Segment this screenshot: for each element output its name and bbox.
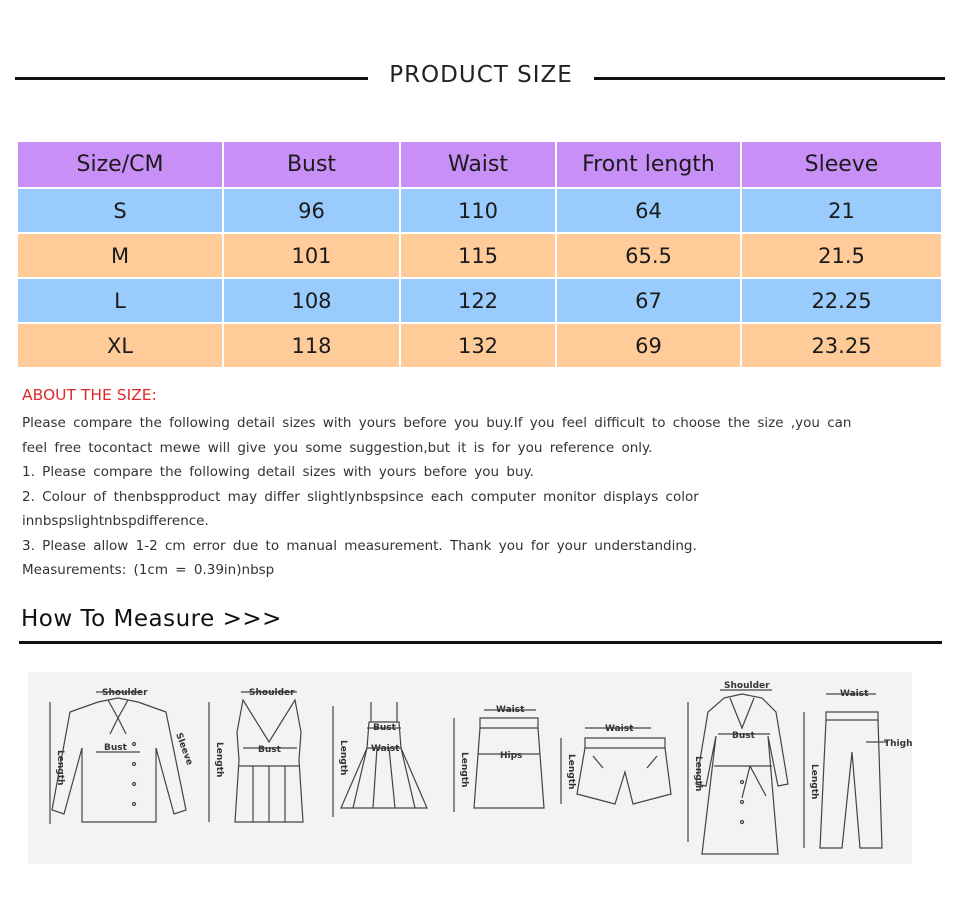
waist-label: Waist	[840, 689, 869, 699]
cell-front-length: 65.5	[556, 233, 741, 278]
waist-label: Waist	[605, 724, 634, 734]
cell-size: S	[17, 188, 223, 233]
about-line: 2. Colour of thenbspproduct may differ slightlynbspsince each computer monitor displays color	[22, 488, 699, 505]
cell-sleeve: 22.25	[741, 278, 942, 323]
table-header-row	[17, 141, 942, 188]
header-waist: Waist	[400, 141, 556, 188]
length-label: Length	[55, 750, 65, 786]
hips-label: Hips	[500, 751, 523, 761]
length-label: Length	[214, 742, 224, 778]
header-bust: Bust	[223, 141, 400, 188]
section-title-row	[0, 60, 960, 96]
table-row	[17, 233, 942, 278]
table-row	[17, 323, 942, 368]
cell-size: XL	[17, 323, 223, 368]
length-label: Length	[693, 756, 703, 792]
cell-waist: 122	[400, 278, 556, 323]
header-size: Size/CM	[17, 141, 223, 188]
about-section	[22, 385, 882, 583]
measurement-diagram	[28, 672, 912, 864]
bust-label: Bust	[258, 745, 281, 755]
page-title: PRODUCT SIZE	[389, 62, 573, 88]
dress-icon	[323, 672, 433, 864]
cell-sleeve: 21.5	[741, 233, 942, 278]
cell-size: M	[17, 233, 223, 278]
header-front-length: Front length	[556, 141, 741, 188]
about-line: 1. Please compare the following detail sizes with yours before you buy.	[22, 464, 534, 480]
cell-front-length: 64	[556, 188, 741, 233]
waist-label: Waist	[371, 744, 400, 754]
length-label: Length	[566, 754, 576, 790]
length-label: Length	[809, 764, 819, 800]
about-line: 3. Please allow 1-2 cm error due to manual measurement. Thank you for your understanding.	[22, 537, 697, 554]
cell-bust: 108	[223, 278, 400, 323]
shoulder-label: Shoulder	[724, 681, 770, 691]
about-heading: ABOUT THE SIZE:	[22, 386, 157, 404]
sleeve-label: Sleeve	[173, 731, 195, 767]
tank-top-icon	[203, 672, 313, 864]
shirt-icon	[36, 672, 196, 864]
thigh-label: Thigh	[884, 739, 913, 749]
about-line: innbspslightnbspdifference.	[22, 513, 209, 529]
about-line: Please compare the following detail sizes with yours before you buy.If you feel difficult to choose the size ,you can	[22, 415, 852, 431]
coat-icon	[680, 672, 798, 864]
title-rule-left	[15, 77, 368, 80]
size-table	[16, 140, 943, 369]
cell-bust: 118	[223, 323, 400, 368]
cell-sleeve: 23.25	[741, 323, 942, 368]
cell-sleeve: 21	[741, 188, 942, 233]
bust-label: Bust	[104, 743, 127, 753]
length-label: Length	[459, 752, 469, 788]
title-rule-right	[594, 77, 945, 80]
shoulder-label: Shoulder	[102, 688, 148, 698]
cell-front-length: 67	[556, 278, 741, 323]
how-to-measure-rule	[19, 641, 942, 644]
cell-bust: 101	[223, 233, 400, 278]
header-sleeve: Sleeve	[741, 141, 942, 188]
bust-label: Bust	[732, 731, 755, 741]
shoulder-label: Shoulder	[249, 688, 295, 698]
about-line: feel free tocontact mewe will give you some suggestion,but it is for you reference only.	[22, 439, 653, 456]
how-to-measure-title: How To Measure >>>	[21, 606, 282, 632]
length-label: Length	[338, 740, 348, 776]
bust-label: Bust	[373, 723, 396, 733]
cell-waist: 110	[400, 188, 556, 233]
pants-icon	[798, 672, 913, 864]
shorts-icon	[553, 672, 678, 864]
waist-label: Waist	[496, 705, 525, 715]
table-row	[17, 278, 942, 323]
skirt-icon	[440, 672, 550, 864]
about-line: Measurements: (1cm = 0.39in)nbsp	[22, 562, 275, 578]
table-row	[17, 188, 942, 233]
cell-front-length: 69	[556, 323, 741, 368]
cell-waist: 115	[400, 233, 556, 278]
cell-waist: 132	[400, 323, 556, 368]
cell-size: L	[17, 278, 223, 323]
cell-bust: 96	[223, 188, 400, 233]
